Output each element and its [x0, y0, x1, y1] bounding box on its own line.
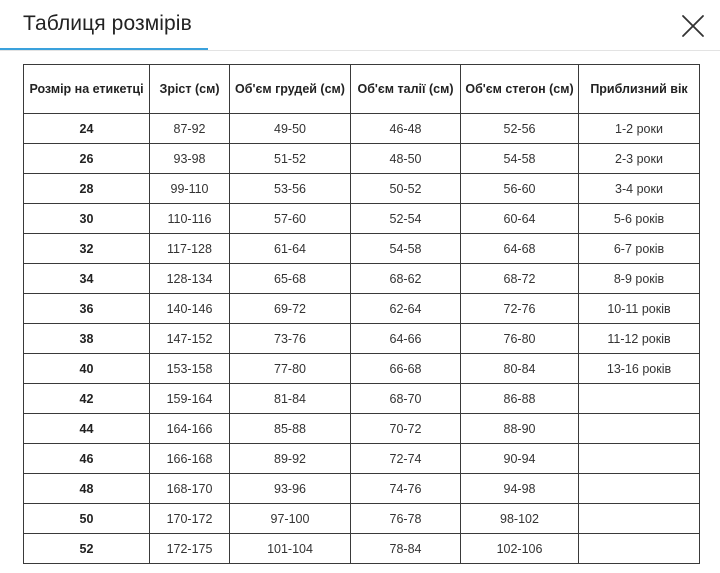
- header-size-label: Розмір на етикетці: [24, 65, 150, 114]
- hips-cell: 60-64: [461, 204, 579, 234]
- waist-cell: 62-64: [351, 294, 461, 324]
- size-cell: 26: [24, 144, 150, 174]
- waist-cell: 68-62: [351, 264, 461, 294]
- table-row: [24, 294, 700, 324]
- chest-cell: 77-80: [230, 354, 351, 384]
- waist-cell: 52-54: [351, 204, 461, 234]
- height-cell: 87-92: [150, 114, 230, 144]
- hips-cell: 86-88: [461, 384, 579, 414]
- waist-cell: 54-58: [351, 234, 461, 264]
- size-cell: 50: [24, 504, 150, 534]
- waist-cell: 46-48: [351, 114, 461, 144]
- waist-cell: 76-78: [351, 504, 461, 534]
- height-cell: 110-116: [150, 204, 230, 234]
- size-cell: 46: [24, 444, 150, 474]
- modal-title: Таблиця розмірів: [23, 12, 192, 35]
- age-cell: 8-9 років: [579, 264, 700, 294]
- hips-cell: 88-90: [461, 414, 579, 444]
- height-cell: 170-172: [150, 504, 230, 534]
- height-cell: 128-134: [150, 264, 230, 294]
- table-row: [24, 534, 700, 564]
- table-row: [24, 144, 700, 174]
- table-row: [24, 204, 700, 234]
- age-cell: [579, 444, 700, 474]
- waist-cell: 74-76: [351, 474, 461, 504]
- age-cell: [579, 414, 700, 444]
- header-age: Приблизний вік: [579, 65, 700, 114]
- chest-cell: 69-72: [230, 294, 351, 324]
- age-cell: [579, 474, 700, 504]
- age-cell: 10-11 років: [579, 294, 700, 324]
- waist-cell: 48-50: [351, 144, 461, 174]
- age-cell: 6-7 років: [579, 234, 700, 264]
- chest-cell: 49-50: [230, 114, 351, 144]
- hips-cell: 102-106: [461, 534, 579, 564]
- size-cell: 52: [24, 534, 150, 564]
- chest-cell: 101-104: [230, 534, 351, 564]
- table-row: [24, 504, 700, 534]
- chest-cell: 53-56: [230, 174, 351, 204]
- hips-cell: 52-56: [461, 114, 579, 144]
- chest-cell: 57-60: [230, 204, 351, 234]
- age-cell: [579, 534, 700, 564]
- chest-cell: 81-84: [230, 384, 351, 414]
- age-cell: 3-4 роки: [579, 174, 700, 204]
- table-row: [24, 324, 700, 354]
- height-cell: 159-164: [150, 384, 230, 414]
- age-cell: 11-12 років: [579, 324, 700, 354]
- size-cell: 40: [24, 354, 150, 384]
- table-row: [24, 384, 700, 414]
- age-cell: 13-16 років: [579, 354, 700, 384]
- waist-cell: 68-70: [351, 384, 461, 414]
- size-cell: 38: [24, 324, 150, 354]
- chest-cell: 97-100: [230, 504, 351, 534]
- hips-cell: 98-102: [461, 504, 579, 534]
- age-cell: [579, 384, 700, 414]
- header-height: Зріст (см): [150, 65, 230, 114]
- chest-cell: 89-92: [230, 444, 351, 474]
- height-cell: 168-170: [150, 474, 230, 504]
- chest-cell: 65-68: [230, 264, 351, 294]
- height-cell: 153-158: [150, 354, 230, 384]
- size-cell: 30: [24, 204, 150, 234]
- waist-cell: 72-74: [351, 444, 461, 474]
- age-cell: 5-6 років: [579, 204, 700, 234]
- size-cell: 32: [24, 234, 150, 264]
- table-row: [24, 354, 700, 384]
- waist-cell: 66-68: [351, 354, 461, 384]
- age-cell: [579, 504, 700, 534]
- height-cell: 117-128: [150, 234, 230, 264]
- hips-cell: 56-60: [461, 174, 579, 204]
- height-cell: 99-110: [150, 174, 230, 204]
- size-cell: 42: [24, 384, 150, 414]
- age-cell: 1-2 роки: [579, 114, 700, 144]
- size-cell: 36: [24, 294, 150, 324]
- height-cell: 164-166: [150, 414, 230, 444]
- size-cell: 34: [24, 264, 150, 294]
- table-row: [24, 474, 700, 504]
- chest-cell: 93-96: [230, 474, 351, 504]
- modal-header: [0, 0, 720, 51]
- size-table-container: [23, 64, 699, 564]
- chest-cell: 61-64: [230, 234, 351, 264]
- table-row: [24, 264, 700, 294]
- waist-cell: 78-84: [351, 534, 461, 564]
- waist-cell: 70-72: [351, 414, 461, 444]
- height-cell: 93-98: [150, 144, 230, 174]
- height-cell: 140-146: [150, 294, 230, 324]
- hips-cell: 80-84: [461, 354, 579, 384]
- hips-cell: 54-58: [461, 144, 579, 174]
- age-cell: 2-3 роки: [579, 144, 700, 174]
- hips-cell: 72-76: [461, 294, 579, 324]
- header-waist: Об'єм талії (см): [351, 65, 461, 114]
- header-hips: Об'єм стегон (см): [461, 65, 579, 114]
- table-row: [24, 234, 700, 264]
- waist-cell: 50-52: [351, 174, 461, 204]
- size-cell: 48: [24, 474, 150, 504]
- header-chest: Об'єм грудей (см): [230, 65, 351, 114]
- height-cell: 172-175: [150, 534, 230, 564]
- size-table: [23, 64, 700, 564]
- table-row: [24, 174, 700, 204]
- chest-cell: 73-76: [230, 324, 351, 354]
- hips-cell: 90-94: [461, 444, 579, 474]
- size-cell: 24: [24, 114, 150, 144]
- table-header-row: [24, 65, 700, 114]
- waist-cell: 64-66: [351, 324, 461, 354]
- table-row: [24, 414, 700, 444]
- hips-cell: 64-68: [461, 234, 579, 264]
- size-cell: 28: [24, 174, 150, 204]
- height-cell: 147-152: [150, 324, 230, 354]
- chest-cell: 85-88: [230, 414, 351, 444]
- hips-cell: 76-80: [461, 324, 579, 354]
- chest-cell: 51-52: [230, 144, 351, 174]
- close-button[interactable]: [679, 12, 707, 40]
- size-cell: 44: [24, 414, 150, 444]
- height-cell: 166-168: [150, 444, 230, 474]
- table-row: [24, 444, 700, 474]
- hips-cell: 94-98: [461, 474, 579, 504]
- table-row: [24, 114, 700, 144]
- close-icon: [679, 12, 707, 40]
- hips-cell: 68-72: [461, 264, 579, 294]
- table-body: [24, 114, 700, 564]
- title-underline: [0, 48, 208, 50]
